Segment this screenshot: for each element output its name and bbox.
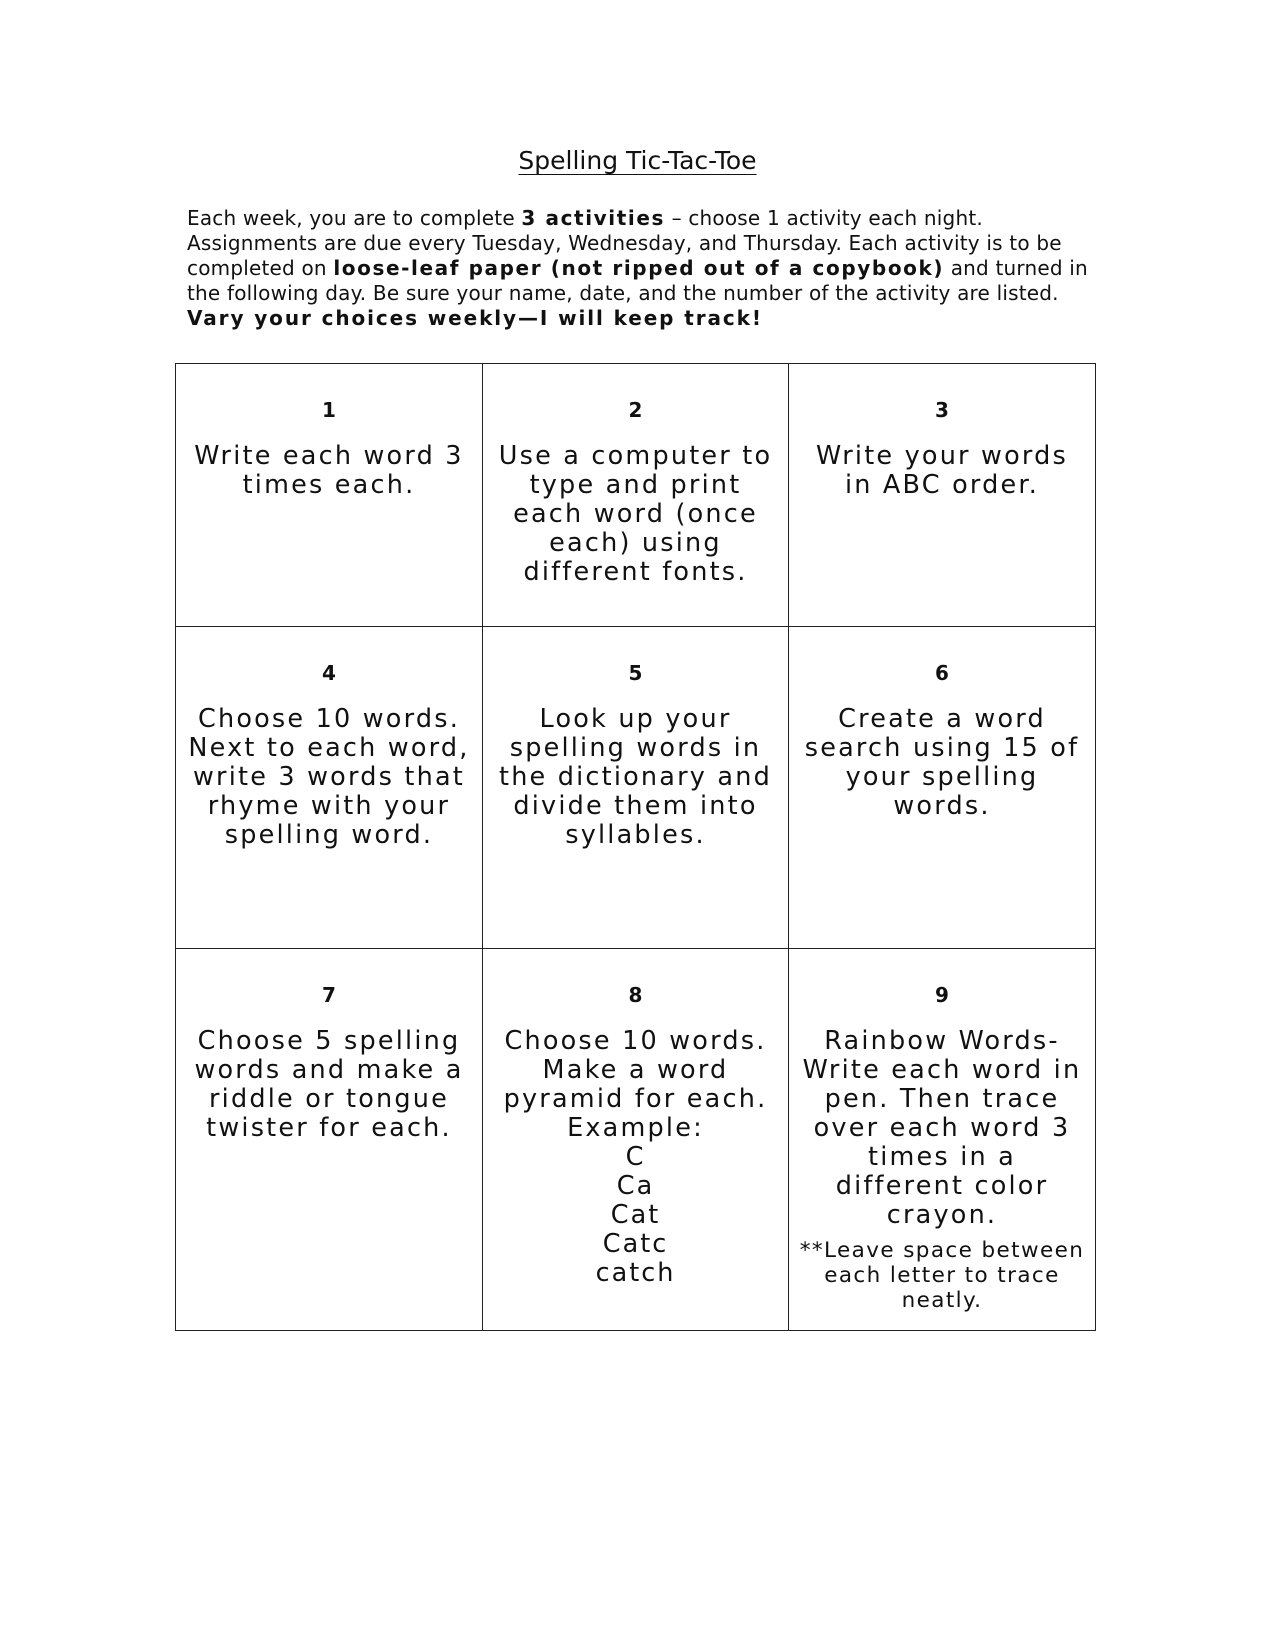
activity-cell-6 (789, 627, 1096, 949)
word-pyramid-example (493, 1143, 778, 1288)
activity-number: 8 (628, 983, 643, 1007)
instructions-part-2: – choose 1 activity each night. Assignments are due every Tuesday, Wednesday, and Thursday. Each activity is to be completed on (187, 206, 1062, 280)
activity-text: Write each word 3 times each. (194, 441, 464, 500)
pyramid-line: Cat (610, 1200, 661, 1230)
activity-note: **Leave space between each letter to trace neatly. (799, 1238, 1085, 1313)
grid-row (176, 627, 1096, 949)
activity-number: 3 (935, 398, 949, 422)
activity-cell-4 (176, 627, 483, 949)
activity-cell-8 (483, 949, 789, 1331)
instructions (187, 206, 1107, 331)
grid-row (176, 949, 1096, 1331)
activity-text: Use a computer to type and print each word (once each) using different fonts. (498, 441, 773, 587)
instructions-bold-paper: loose-leaf paper (not ripped out of a copybook) (333, 256, 945, 280)
activity-number: 5 (628, 661, 643, 685)
activity-number: 4 (322, 661, 336, 685)
activity-text: Create a word search using 15 of your spelling words. (804, 704, 1080, 821)
activity-text: Choose 10 words. Next to each word, write 3 words that rhyme with your spelling word. (188, 704, 470, 850)
grid-row (176, 364, 1096, 627)
activity-cell-1 (176, 364, 483, 627)
tic-tac-toe-grid (175, 363, 1096, 1331)
activity-number: 2 (628, 398, 643, 422)
activity-number: 9 (935, 983, 949, 1007)
instructions-bold-activities: 3 activities (521, 206, 666, 230)
activity-text: Write your words in ABC order. (815, 441, 1069, 500)
activity-cell-2 (483, 364, 789, 627)
title-text: Spelling Tic-Tac-Toe (518, 146, 757, 175)
pyramid-line: C (625, 1142, 646, 1172)
activity-text: Rainbow Words-Write each word in pen. Then trace over each word 3 times in a different color crayon. (802, 1026, 1082, 1230)
pyramid-line: catch (595, 1258, 676, 1288)
pyramid-line: Ca (616, 1171, 655, 1201)
activity-text: Look up your spelling words in the dictionary and divide them into syllables. (499, 704, 772, 850)
pyramid-line: Catc (602, 1229, 669, 1259)
vary-choices-note: Vary your choices weekly—I will keep track! (187, 306, 763, 330)
instructions-paragraph (187, 206, 1107, 306)
activity-number: 1 (322, 398, 336, 422)
activity-text: Choose 10 words. Make a word pyramid for each. Example: (503, 1026, 768, 1143)
activity-cell-9 (789, 949, 1096, 1331)
activity-number: 7 (322, 983, 336, 1007)
activity-cell-5 (483, 627, 789, 949)
activity-cell-7 (176, 949, 483, 1331)
activity-number: 6 (935, 661, 949, 685)
activity-text: Choose 5 spelling words and make a riddle or tongue twister for each. (194, 1026, 464, 1143)
instructions-part-3: and turned in the following day. Be sure your name, date, and the number of the activity are listed. (187, 256, 1088, 305)
instructions-part-1: Each week, you are to complete (187, 206, 522, 230)
activity-cell-3 (789, 364, 1096, 627)
page-title (0, 146, 1275, 175)
